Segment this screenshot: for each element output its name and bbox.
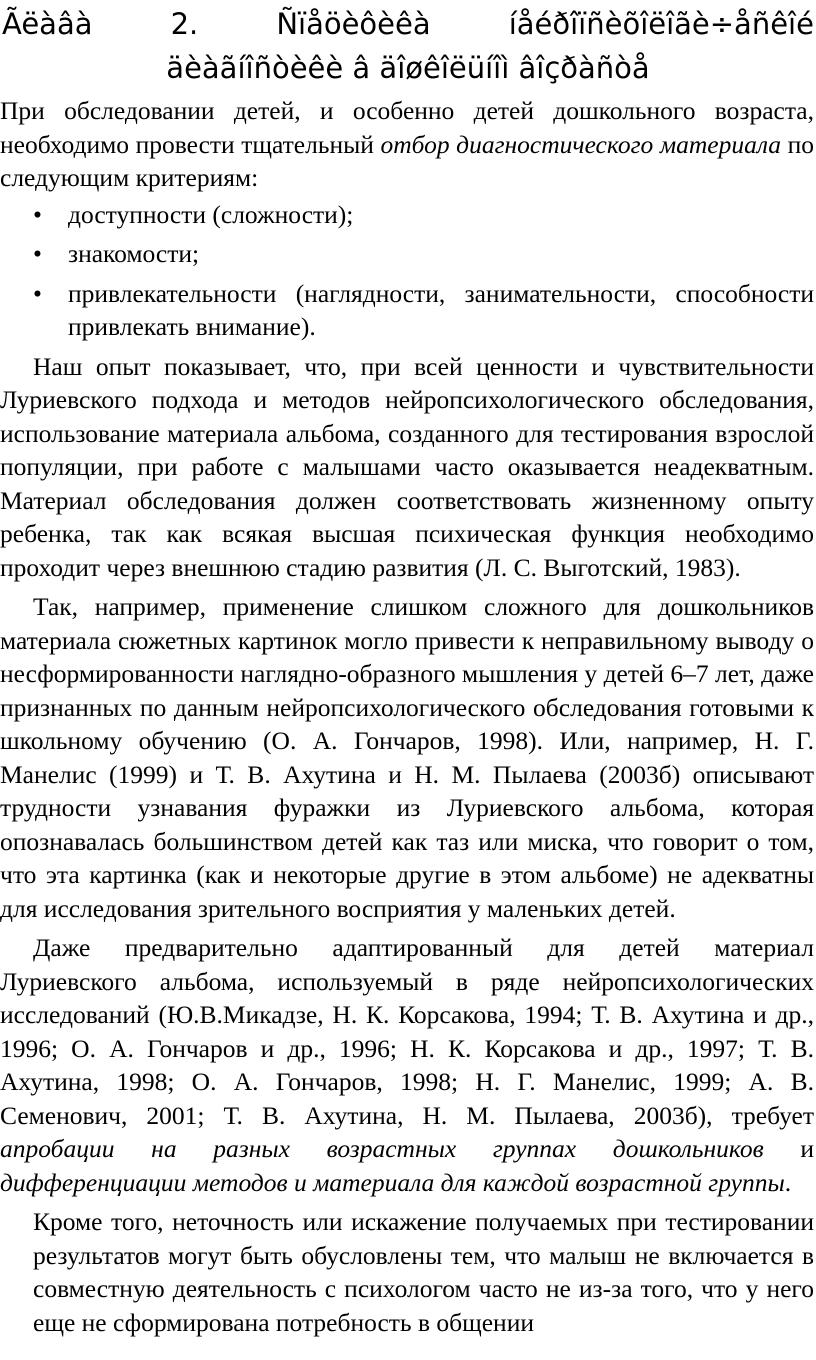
chapter-heading (0, 2, 816, 90)
chapter-heading-line-1 (2, 2, 814, 46)
chapter-heading-line-2: äèàãíîñòèêè â äîøêîëüíîì âîçðàñòå (166, 51, 650, 85)
list-item-text: знакомости; (68, 239, 200, 268)
bullet-icon: • (33, 199, 42, 229)
paragraph-1-emphasis: отбор диагностического материала (380, 129, 782, 159)
list-item (0, 198, 814, 232)
list-item-text: доступности (сложности); (68, 199, 354, 229)
paragraph-1-start: При обследовании детей, и особенно детей дошкольного возраста, необходимо провести тщательный (0, 96, 814, 159)
heading-word-4: íåéðîïñèõîëîãè÷åñêîé (508, 7, 814, 41)
paragraph-4 (0, 931, 814, 1199)
list-item-text: привлекательности (наглядности, занимательности, способности привлекать внимание). (68, 278, 814, 341)
paragraph-4-emphasis-2: дифференциации методов и материала для каждой возрастной группы (0, 1167, 785, 1197)
heading-word-1: Ãëàâà (2, 7, 93, 41)
paragraph-3: Так, например, применение слишком сложного для дошкольников материала сюжетных картинок могло привести к неправильному выводу о несформированности наглядно-образного мышления у детей 6–7 лет, даже признанных по данным нейропсихологического обследования готовыми к школьному обучению (О. А. Гончаров, 1998). Или, например, Н. Г. Манелис (1999) и Т. В. Ахутина и Н. М. Пылаева (2003б) описывают трудности узнавания фуражки из Луриевского альбома, которая опознавалась большинством детей как таз или миска, что говорит о том, что эта картинка (как и некоторые другие в этом альбоме) не адекватны для исследования зрительного восприятия у маленьких детей. (0, 592, 814, 923)
heading-word-2: 2. (170, 7, 199, 41)
paragraph-1 (0, 94, 814, 195)
bullet-icon: • (33, 278, 42, 308)
paragraph-4-mid: и (763, 1134, 814, 1163)
paragraph-5: Кроме того, неточность или искажение получаемых при тестировании результатов могут быть обусловлены тем, что малыш не включается в совместную деятельность с психологом часто не из-за того, что у него еще не сформирована потребность в общении (33, 1207, 814, 1337)
list-item (0, 237, 814, 271)
paragraph-1-end: по следующим критериям: (0, 129, 814, 192)
paragraph-2: Наш опыт показывает, что, при всей ценности и чувствительности Луриевского подхода и методов нейропсихологического обследования, использование материала альбома, созданного для тестирования взрослой популяции, при работе с малышами часто оказывается неадекватным. Материал обследования должен соответствовать жизненному опыту ребенка, так как всякая высшая психическая функция необходимо проходит через внешнюю стадию развития (Л. С. Выготский, 1983). (0, 351, 814, 582)
paragraph-4-end: . (784, 1167, 792, 1197)
criteria-list (0, 198, 816, 344)
list-item (0, 277, 814, 344)
bullet-icon: • (33, 239, 42, 268)
paragraph-4-emphasis-1: апробации на разных возрастных группах дошкольников (0, 1134, 764, 1163)
paragraph-4-start: Даже предварительно адаптированный для детей материал Луриевского альбома, используемый в ряде нейропсихологических исследований (Ю.В.Микадзе, Н. К. Корсакова, 1994; Т. В. Ахутина и др., 1996; О. А. Гончаров и др., 1996; Н. К. Корсакова и др., 1997; Т. В. Ахутина, 1998; О. А. Гончаров, 1998; Н. Г. Манелис, 1999; А. В. Семенович, 2001; Т. В. Ахутина, Н. М. Пылаева, 2003б), требует (0, 933, 814, 1130)
heading-word-3: Ñïåöèôèêà (276, 7, 431, 41)
